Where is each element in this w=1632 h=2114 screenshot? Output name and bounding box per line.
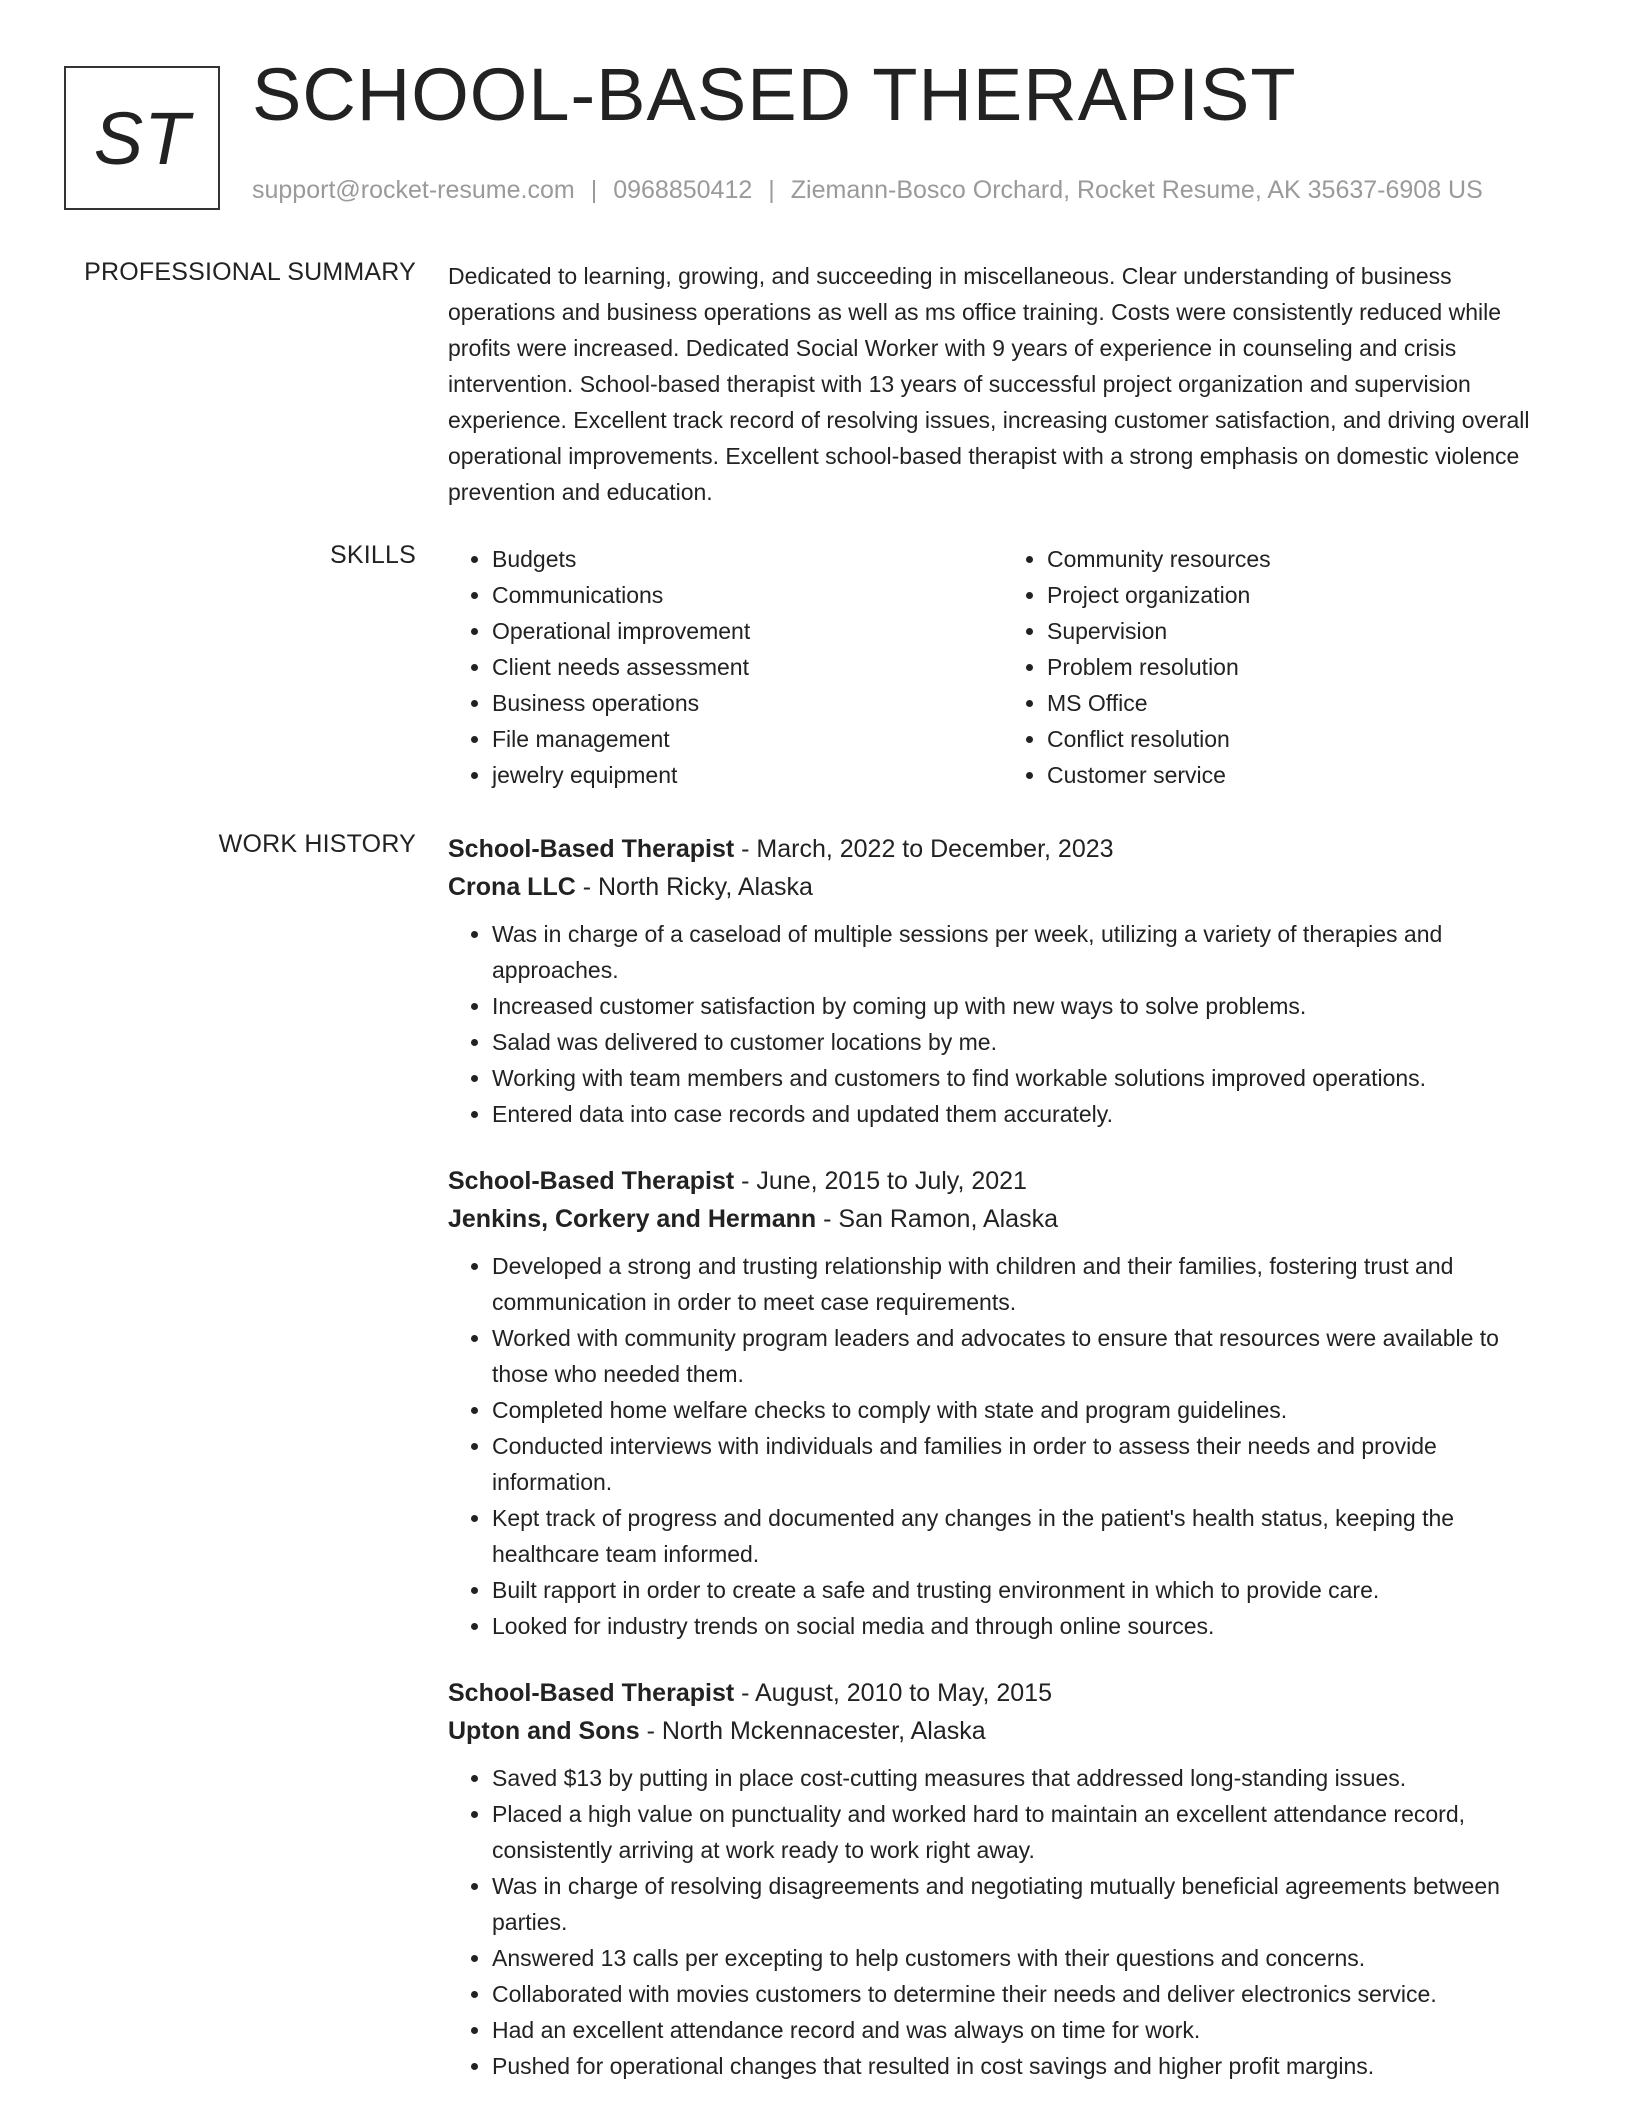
contact-line: [252, 176, 1483, 205]
job-duty: • Answered 13 calls per excepting to help customers with their questions and concerns.: [492, 1940, 1558, 1976]
skill-item: • Problem resolution: [1047, 649, 1558, 685]
job-duty: • Increased customer satisfaction by coming up with new ways to solve problems.: [492, 988, 1558, 1024]
job-duties-list: [448, 1760, 1558, 2084]
summary-body: [448, 258, 1558, 510]
job-company: Upton and Sons: [448, 1717, 640, 1745]
work-history-heading: WORK HISTORY: [218, 830, 416, 858]
job-employer: [448, 868, 1558, 906]
job-employer: [448, 1712, 1558, 1750]
job-duty: • Pushed for operational changes that resulted in cost savings and higher profit margins.: [492, 2048, 1558, 2084]
skill-item: • File management: [492, 721, 1003, 757]
job-location: - North Ricky, Alaska: [575, 873, 813, 901]
skills-body: [448, 541, 1558, 793]
job-location: - San Ramon, Alaska: [816, 1205, 1058, 1233]
job-company: Crona LLC: [448, 873, 576, 901]
job-employer: [448, 1200, 1558, 1238]
job-entry: [448, 1674, 1558, 2084]
job-duty: • Built rapport in order to create a safe and trusting environment in which to provide care.: [492, 1572, 1558, 1608]
contact-email: support@rocket-resume.com: [252, 176, 575, 204]
skill-item: • Communications: [492, 577, 1003, 613]
job-duty: • Conducted interviews with individuals and families in order to assess their needs and provide information.: [492, 1428, 1558, 1500]
job-title: School-Based Therapist: [448, 1679, 735, 1707]
contact-separator: |: [768, 176, 775, 204]
job-duty: • Working with team members and customers to find workable solutions improved operations.: [492, 1060, 1558, 1096]
skill-item: • Community resources: [1047, 541, 1558, 577]
job-dates: - June, 2015 to July, 2021: [734, 1167, 1027, 1195]
job-entry: [448, 830, 1558, 1132]
job-location: - North Mckennacester, Alaska: [639, 1717, 986, 1745]
job-duty: • Salad was delivered to customer locations by me.: [492, 1024, 1558, 1060]
skill-item: • jewelry equipment: [492, 757, 1003, 793]
job-duty: • Saved $13 by putting in place cost-cutting measures that addressed long-standing issues.: [492, 1760, 1558, 1796]
skill-item: • Project organization: [1047, 577, 1558, 613]
job-heading: [448, 1674, 1558, 1712]
job-company: Jenkins, Corkery and Hermann: [448, 1205, 817, 1233]
job-duty: • Had an excellent attendance record and was always on time for work.: [492, 2012, 1558, 2048]
skill-item: • Operational improvement: [492, 613, 1003, 649]
job-entry: [448, 1162, 1558, 1644]
skill-item: • Customer service: [1047, 757, 1558, 793]
job-duty: • Was in charge of a caseload of multiple sessions per week, utilizing a variety of therapies and approaches.: [492, 916, 1558, 988]
job-duties-list: [448, 916, 1558, 1132]
skills-list-right: [1003, 541, 1558, 793]
skill-item: • Client needs assessment: [492, 649, 1003, 685]
job-duty: • Developed a strong and trusting relationship with children and their families, fostering trust and communication in order to meet case requirements.: [492, 1248, 1558, 1320]
skill-item: • Supervision: [1047, 613, 1558, 649]
job-dates: - March, 2022 to December, 2023: [734, 835, 1114, 863]
job-duty: • Looked for industry trends on social media and through online sources.: [492, 1608, 1558, 1644]
skills-list-left: [448, 541, 1003, 793]
resume-title: SCHOOL-BASED THERAPIST: [252, 53, 1297, 136]
job-duty: • Kept track of progress and documented any changes in the patient's health status, keeping the healthcare team informed.: [492, 1500, 1558, 1572]
job-duty: • Was in charge of resolving disagreements and negotiating mutually beneficial agreements between parties.: [492, 1868, 1558, 1940]
initials-monogram: [64, 66, 220, 210]
skill-item: • MS Office: [1047, 685, 1558, 721]
job-duties-list: [448, 1248, 1558, 1644]
contact-address: Ziemann-Bosco Orchard, Rocket Resume, AK 35637-6908 US: [790, 176, 1483, 204]
job-duty: • Collaborated with movies customers to determine their needs and deliver electronics service.: [492, 1976, 1558, 2012]
job-duty: • Entered data into case records and updated them accurately.: [492, 1096, 1558, 1132]
job-title: School-Based Therapist: [448, 1167, 735, 1195]
summary-heading: PROFESSIONAL SUMMARY: [84, 258, 416, 286]
summary-text: Dedicated to learning, growing, and succeeding in miscellaneous. Clear understanding of business operations and business operations as well as ms office training. Costs were consistently reduced while profits were increased. Dedicated Social Worker with 9 years of experience in counseling and crisis intervention. School-based therapist with 13 years of successful project organization and supervision experience. Excellent track record of resolving issues, increasing customer satisfaction, and driving overall operational improvements. Excellent school-based therapist with a strong emphasis on domestic violence prevention and education.: [448, 263, 1530, 505]
job-duty: • Worked with community program leaders and advocates to ensure that resources were available to those who needed them.: [492, 1320, 1558, 1392]
job-dates: - August, 2010 to May, 2015: [734, 1679, 1052, 1707]
skill-item: • Budgets: [492, 541, 1003, 577]
skill-item: • Conflict resolution: [1047, 721, 1558, 757]
job-duty: • Placed a high value on punctuality and worked hard to maintain an excellent attendance record, consistently arriving at work ready to work right away.: [492, 1796, 1558, 1868]
skill-item: • Business operations: [492, 685, 1003, 721]
job-title: School-Based Therapist: [448, 835, 735, 863]
job-heading: [448, 1162, 1558, 1200]
work-history-body: [448, 830, 1558, 2114]
skills-heading: SKILLS: [330, 541, 416, 569]
contact-separator: |: [590, 176, 598, 204]
job-heading: [448, 830, 1558, 868]
initials-text: ST: [93, 96, 191, 180]
contact-phone: 0968850412: [613, 176, 753, 204]
job-duty: • Completed home welfare checks to comply with state and program guidelines.: [492, 1392, 1558, 1428]
